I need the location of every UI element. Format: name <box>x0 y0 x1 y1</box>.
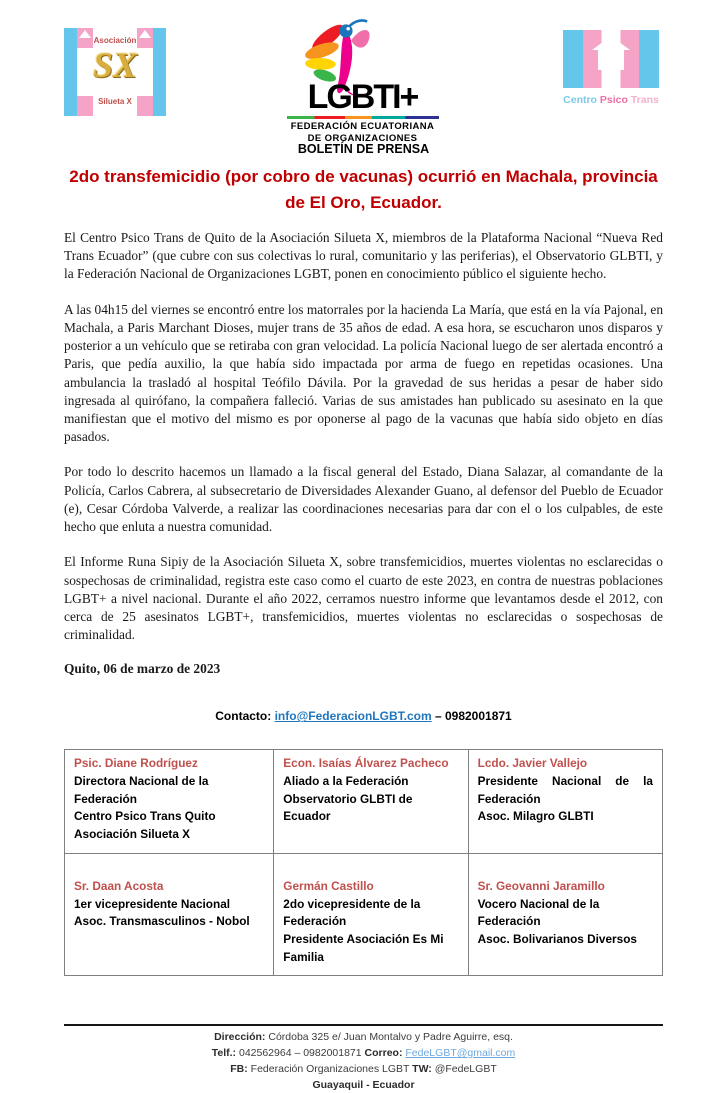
person-role: Presidente Nacional de la Federación <box>478 773 653 808</box>
mail-label: Correo: <box>365 1047 403 1059</box>
date-line: Quito, 06 de marzo de 2023 <box>64 661 663 677</box>
person-org: Asoc. Milagro GLBTI <box>478 808 653 826</box>
person-org: Observatorio GLBTI de Ecuador <box>283 791 458 826</box>
federation-name-line1: FEDERACIÓN ECUATORIANA <box>291 121 435 133</box>
paragraph-informe: El Informe Runa Sipiy de la Asociación Silueta X, sobre transfemicidios, muertes violentas no esclarecidas o sospechosas de criminalidad, registra este caso como el cuarto de este 2023, en contra de nuestras poblaciones LGBT+ a nivel nacional. Durante el año 2022, cerramos nuestro informe que levantamos desde el 2012, con cerca de 25 asesinatos LGBT+, transfemicidios, muertes violentas no esclarecidas o sospechosas de criminalidad. <box>64 553 663 644</box>
person-org: Asoc. Transmasculinos - Nobol <box>74 913 264 931</box>
rainbow-divider <box>287 116 439 119</box>
bulletin-label: BOLETÍN DE PRENSA <box>64 142 663 156</box>
contact-phone: – 0982001871 <box>432 709 512 723</box>
page-title: 2do transfemicidio (por cobro de vacunas) ocurrió en Machala, provincia de El Oro, Ecuador. <box>64 164 663 215</box>
table-cell-daan <box>65 853 274 975</box>
person-org: Asoc. Bolivarianos Diversos <box>478 931 653 949</box>
table-cell-german <box>274 853 468 975</box>
fb-label: FB: <box>230 1063 248 1075</box>
page-footer <box>64 1024 663 1093</box>
person-name: Sr. Daan Acosta <box>74 878 264 896</box>
person-role: Directora Nacional de la Federación <box>74 773 264 808</box>
silueta-x-logo <box>64 28 166 116</box>
cpt-word-psico: Psico <box>600 94 628 106</box>
person-name: Econ. Isaías Álvarez Pacheco <box>283 755 458 773</box>
header-logos <box>64 20 663 140</box>
footer-address-line <box>64 1030 663 1046</box>
silueta-x-label-top: Asociación <box>64 36 166 45</box>
federation-name-line2: DE ORGANIZACIONES <box>308 133 418 145</box>
cpt-word-centro: Centro <box>563 94 597 106</box>
centro-psico-trans-logo <box>559 30 663 106</box>
person-org: Asociación Silueta X <box>74 826 264 844</box>
paragraph-llamado: Por todo lo descrito hacemos un llamado a la fiscal general del Estado, Diana Salazar, al comandante de la Policía, Carlos Cabrera, al subsecretario de Diversidades Alexander Guano, al defensor del Pueblo de Ecuador (e), Cesar Córdoba Valverde, a realizar las coordinaciones necesarias para dar con el o los culpables, de este hecho que enluta a nuestra comunidad. <box>64 463 663 536</box>
person-org: Presidente Asociación Es Mi Familia <box>283 931 458 966</box>
signatories-table <box>64 749 663 976</box>
person-role: 2do vicepresidente de la Federación <box>283 896 458 931</box>
contact-label: Contacto: <box>215 709 274 723</box>
table-cell-javier <box>468 750 662 853</box>
paragraph-incident: A las 04h15 del viernes se encontró entre los matorrales por la hacienda La María, que está en la vía Pajonal, en Machala, a Paris Marchant Dioses, mujer trans de 35 años de edad. A esa hora, se escucharon unos disparos y posterior a un vehículo que se retiraba con gran velocidad. La policía Nacional luego de ser alertada encontró a Paris, que pedía auxilio, la que había sido impactada por arma de fuego en repetidas ocasiones. Una ambulancia la trasladó al hospital Teófilo Dávila. Por la gravedad de sus heridas a pesar de haber sido ingresada al quirófano, la compañera falleció. Varias de sus amistades han publicado su asesinato en la que manifiestan que el motivo del mismo es por oponerse al pago de la vacunas que había sido objeto en días pasados. <box>64 301 663 447</box>
person-name: Sr. Geovanni Jaramillo <box>478 878 653 896</box>
centro-psico-trans-label <box>559 94 663 106</box>
trans-flag-icon <box>563 30 659 88</box>
paragraph-intro: El Centro Psico Trans de Quito de la Asociación Silueta X, miembros de la Plataforma Nacional “Nueva Red Trans Ecuador” (que cubre con sus colectivas lo rural, comunitario y las periferias), el Observatorio GLBTI, y la Federación Nacional de Organizaciones LGBT, ponen en conocimiento público el siguiente hecho. <box>64 229 663 284</box>
federation-logo <box>258 20 468 145</box>
table-cell-isaias <box>274 750 468 853</box>
address-value: Córdoba 325 e/ Juan Montalvo y Padre Aguirre, esq. <box>265 1031 512 1043</box>
tw-value: @FedeLGBT <box>432 1063 497 1075</box>
contact-line <box>64 709 663 723</box>
house-roof-icon <box>592 36 630 50</box>
federation-acronym: LGBTI+ <box>308 80 418 114</box>
tw-label: TW: <box>412 1063 432 1075</box>
address-label: Dirección: <box>214 1031 265 1043</box>
person-role: Aliado a la Federación <box>283 773 458 791</box>
person-name: Germán Castillo <box>283 878 458 896</box>
contact-email-link[interactable]: info@FederacionLGBT.com <box>275 709 432 723</box>
house-body-icon <box>598 50 624 70</box>
footer-email-link[interactable]: FedeLGBT@gmail.com <box>405 1047 515 1059</box>
table-cell-geovanni <box>468 853 662 975</box>
table-row <box>65 853 663 975</box>
footer-city: Guayaquil - Ecuador <box>64 1078 663 1093</box>
person-name: Lcdo. Javier Vallejo <box>478 755 653 773</box>
cpt-word-trans: Trans <box>631 94 659 106</box>
person-org: Centro Psico Trans Quito <box>74 808 264 826</box>
tel-value: 042562964 – 0982001871 <box>236 1047 364 1059</box>
table-row <box>65 750 663 853</box>
footer-contact-line <box>64 1046 663 1062</box>
tel-label: Telf.: <box>212 1047 236 1059</box>
person-role: 1er vicepresidente Nacional <box>74 896 264 914</box>
person-name: Psic. Diane Rodríguez <box>74 755 264 773</box>
fb-value: Federación Organizaciones LGBT <box>248 1063 412 1075</box>
footer-social-line <box>64 1062 663 1078</box>
table-cell-diane <box>65 750 274 853</box>
silueta-x-label-bottom: Silueta X <box>64 97 166 106</box>
house-leg-icon <box>606 70 616 88</box>
person-role: Vocero Nacional de la Federación <box>478 896 653 931</box>
silueta-x-monogram: SX <box>64 44 166 86</box>
